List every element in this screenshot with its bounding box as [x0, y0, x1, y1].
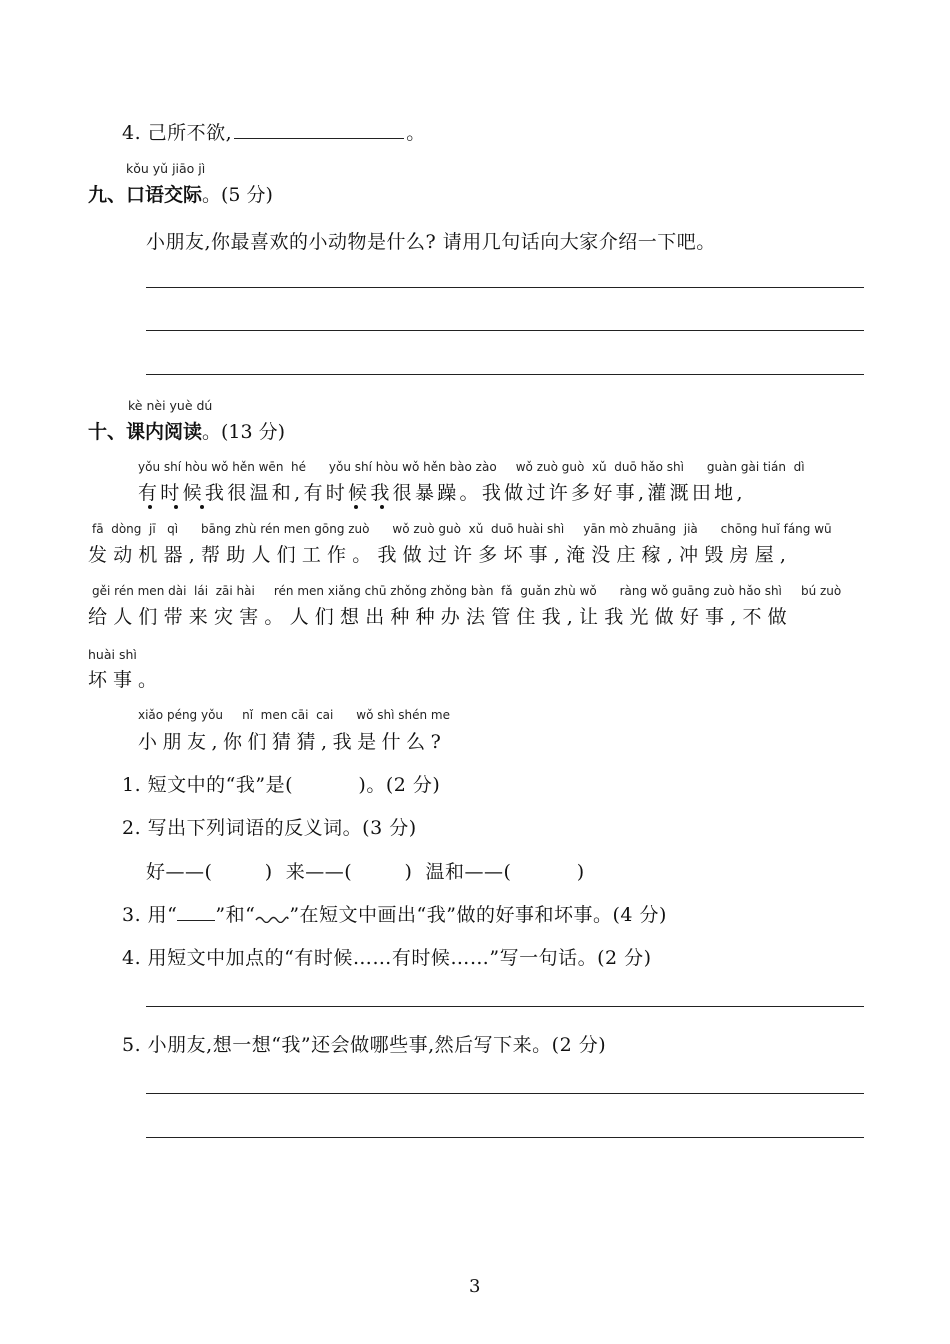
q3-part-a: 3. 用“ — [122, 904, 178, 926]
passage-line1-pinyin: yǒu shí hòu wǒ hěn wēn hé yǒu shí hòu wǒ hěn bào zào wǒ zuò guò xǔ duō hǎo shì guàn gài tián dì — [138, 460, 805, 474]
passage-line3-pinyin: gěi rén men dài lái zāi hài rén men xiǎng chū zhǒng zhǒng bàn fǎ guǎn zhù wǒ ràng wǒ guāng zuò hǎo shì bú zuò — [92, 584, 842, 598]
passage-line5-pinyin: xiǎo péng yǒu nǐ men cāi cai wǒ shì shén me — [138, 708, 450, 722]
emphasis-dot — [380, 505, 384, 509]
answer-line[interactable] — [146, 1137, 864, 1138]
answer-line[interactable] — [146, 1006, 864, 1007]
section10-score: 。(13 分) — [202, 421, 286, 443]
passage-line1: 有时候我很温和,有时候我很暴躁。我做过许多好事,灌溉田地, — [138, 482, 746, 504]
q3-part-c: ”在短文中画出“我”做的好事和坏事。(4 分) — [289, 904, 667, 926]
passage-line2-pinyin: fā dòng jī qì bāng zhù rén men gōng zuò wǒ zuò guò xǔ duō huài shì yān mò zhuāng jià chōng huǐ fáng wū — [92, 522, 832, 536]
emphasis-dot — [354, 505, 358, 509]
section9-title: 九、口语交际 — [88, 184, 203, 206]
answer-line[interactable] — [146, 374, 864, 375]
item4-answer-blank[interactable] — [234, 124, 404, 139]
passage-line3: 给人们带来灾害。人们想出种种办法管住我,让我光做好事,不做 — [88, 606, 793, 628]
section9-heading — [88, 180, 273, 207]
wavy-underline-sample — [255, 913, 289, 923]
answer-line[interactable] — [146, 1093, 864, 1094]
section10-heading — [88, 417, 285, 444]
emphasis-dot — [174, 505, 178, 509]
section9-pinyin: kǒu yǔ jiāo jì — [126, 161, 206, 176]
answer-line[interactable] — [146, 330, 864, 331]
passage-line4: 坏事。 — [88, 669, 164, 691]
q3-part-b: ”和“ — [215, 904, 256, 926]
item4-prefix: 4. 己所不欲, — [122, 122, 233, 144]
answer-line[interactable] — [146, 287, 864, 288]
question-2: 2. 写出下列词语的反义词。(3 分) — [122, 817, 417, 839]
section9-score: 。(5 分) — [202, 184, 273, 206]
passage-line4-pinyin: huài shì — [88, 647, 137, 662]
emphasis-dot — [148, 505, 152, 509]
section10-pinyin: kè nèi yuè dú — [128, 398, 213, 413]
section10-title: 十、课内阅读 — [88, 421, 203, 443]
question-5: 5. 小朋友,想一想“我”还会做哪些事,然后写下来。(2 分) — [122, 1034, 607, 1056]
section9-prompt: 小朋友,你最喜欢的小动物是什么? 请用几句话向大家介绍一下吧。 — [146, 231, 716, 253]
question-1: 1. 短文中的“我”是( )。(2 分) — [122, 774, 441, 796]
page-number: 3 — [469, 1276, 481, 1297]
previous-item-4 — [122, 118, 426, 145]
question-3 — [122, 900, 667, 927]
passage-line2: 发动机器,帮助人们工作。我做过许多坏事,淹没庄稼,冲毁房屋, — [88, 544, 793, 566]
passage-line5: 小朋友,你们猜猜,我是什么? — [138, 731, 447, 753]
question-2-words: 好——( ) 来——( ) 温和——( ) — [146, 861, 585, 883]
straight-underline-sample — [177, 906, 215, 921]
emphasis-dot — [200, 505, 204, 509]
item4-suffix: 。 — [406, 122, 426, 144]
question-4: 4. 用短文中加点的“有时候……有时候……”写一句话。(2 分) — [122, 947, 652, 969]
